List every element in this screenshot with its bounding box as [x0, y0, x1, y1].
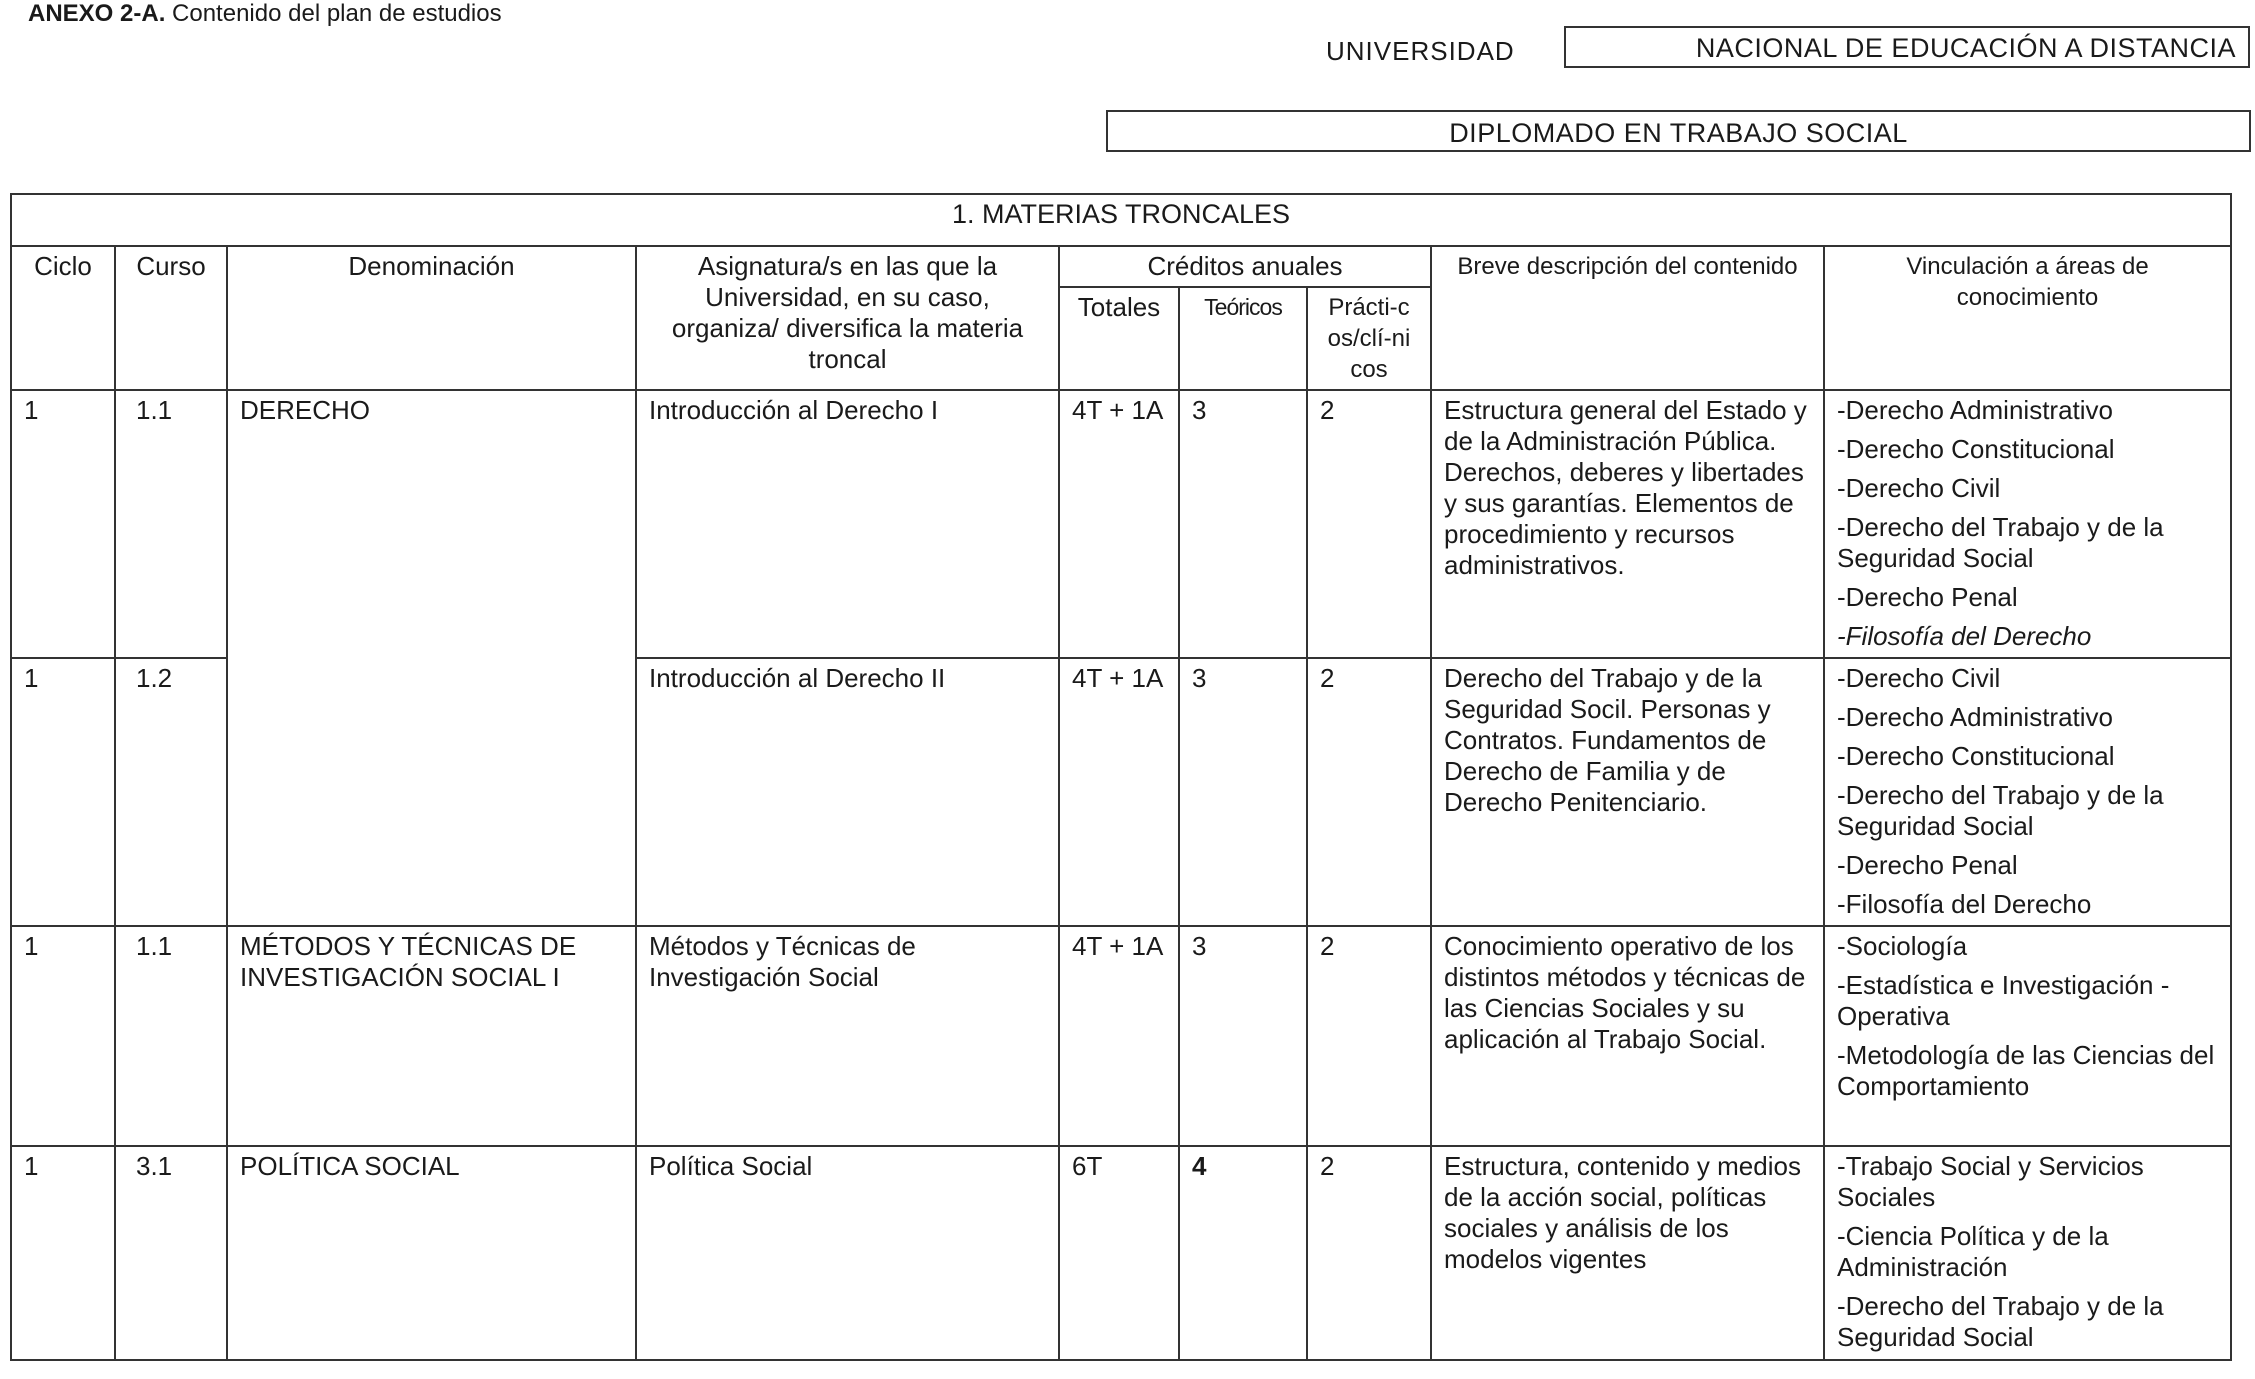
- area-item: -Derecho Constitucional: [1837, 741, 2115, 771]
- cell-ciclo: 1: [11, 658, 115, 926]
- area-item: -Derecho Civil: [1837, 473, 2001, 503]
- cell-totales: 4T + 1A: [1059, 390, 1179, 658]
- cell-practicos: 2: [1307, 390, 1431, 658]
- cell-teoricos: 3: [1179, 926, 1307, 1146]
- area-item: -Sociología: [1837, 931, 1968, 961]
- table-row: [11, 926, 2231, 1146]
- cell-descripcion: Estructura, contenido y medios de la acción social, políticas sociales y análisis de los modelos vigentes: [1431, 1146, 1824, 1360]
- area-item: -Derecho del Trabajo y de la Seguridad Social: [1837, 1291, 2164, 1352]
- cell-asignatura: Política Social: [636, 1146, 1059, 1360]
- degree-title-box: DIPLOMADO EN TRABAJO SOCIAL: [1106, 110, 2251, 152]
- annex-label: ANEXO 2-A.: [28, 0, 166, 27]
- cell-areas: [1824, 926, 2231, 1146]
- cell-curso: 1.1: [115, 926, 227, 1146]
- cell-descripcion: Derecho del Trabajo y de la Seguridad Socil. Personas y Contratos. Fundamentos de Derecho de Familia y de Derecho Penitenciario.: [1431, 658, 1824, 926]
- col-header-creditos: Créditos anuales: [1059, 246, 1431, 287]
- col-header-curso: Curso: [115, 246, 227, 390]
- area-item: -Derecho del Trabajo y de la Seguridad Social: [1837, 512, 2164, 573]
- section-header-row: [11, 194, 2231, 246]
- area-item: -Derecho Penal: [1837, 582, 2018, 612]
- cell-curso: 3.1: [115, 1146, 227, 1360]
- cell-totales: 4T + 1A: [1059, 926, 1179, 1146]
- col-header-vinculacion: Vinculación a áreas de conocimiento: [1824, 246, 2231, 390]
- cell-practicos: 2: [1307, 1146, 1431, 1360]
- table-row: [11, 390, 2231, 658]
- cell-denominacion: DERECHO: [227, 390, 636, 926]
- header-row: [11, 246, 2231, 287]
- cell-ciclo: 1: [11, 1146, 115, 1360]
- col-header-ciclo: Ciclo: [11, 246, 115, 390]
- area-item: -Derecho Civil: [1837, 663, 2001, 693]
- cell-asignatura: Métodos y Técnicas de Investigación Social: [636, 926, 1059, 1146]
- cell-curso: 1.1: [115, 390, 227, 658]
- cell-totales: 4T + 1A: [1059, 658, 1179, 926]
- cell-descripcion: Estructura general del Estado y de la Administración Pública. Derechos, deberes y libertades y sus garantías. Elementos de procedimiento y recursos administrativos.: [1431, 390, 1824, 658]
- cell-curso: 1.2: [115, 658, 227, 926]
- col-header-denominacion: Denominación: [227, 246, 636, 390]
- col-header-descripcion: Breve descripción del contenido: [1431, 246, 1824, 390]
- cell-totales: 6T: [1059, 1146, 1179, 1360]
- col-header-asignaturas: Asignatura/s en las que la Universidad, en su caso, organiza/ diversifica la materia troncal: [636, 246, 1059, 390]
- cell-denominacion: POLÍTICA SOCIAL: [227, 1146, 636, 1360]
- area-item: -Derecho Administrativo: [1837, 702, 2113, 732]
- col-header-practicos: Prácti-cos/clí-nicos: [1307, 287, 1431, 390]
- col-header-teoricos: Teóricos: [1179, 287, 1307, 390]
- area-item: -Derecho del Trabajo y de la Seguridad Social: [1837, 780, 2164, 841]
- university-name-box: NACIONAL DE EDUCACIÓN A DISTANCIA: [1564, 26, 2250, 68]
- area-item: -Derecho Constitucional: [1837, 434, 2115, 464]
- cell-practicos: 2: [1307, 926, 1431, 1146]
- col-header-totales: Totales: [1059, 287, 1179, 390]
- table-row: [11, 1146, 2231, 1360]
- area-item: -Filosofía del Derecho: [1837, 889, 2092, 919]
- cell-areas: [1824, 1146, 2231, 1360]
- cell-practicos: 2: [1307, 658, 1431, 926]
- university-label: UNIVERSIDAD: [1326, 36, 1515, 66]
- area-item: -Derecho Administrativo: [1837, 395, 2113, 425]
- area-item: -Ciencia Política y de la Administración: [1837, 1221, 2109, 1282]
- area-item: -Estadística e Investigación - Operativa: [1837, 970, 2170, 1031]
- cell-teoricos: 4: [1179, 1146, 1307, 1360]
- cell-areas: [1824, 390, 2231, 658]
- section-title: 1. MATERIAS TRONCALES: [11, 194, 2231, 246]
- area-item: -Trabajo Social y Servicios Sociales: [1837, 1151, 2144, 1212]
- area-item: -Derecho Penal: [1837, 850, 2018, 880]
- cell-teoricos: 3: [1179, 390, 1307, 658]
- cell-teoricos: 3: [1179, 658, 1307, 926]
- area-item: -Metodología de las Ciencias del Comportamiento: [1837, 1040, 2215, 1101]
- cell-asignatura: Introducción al Derecho I: [636, 390, 1059, 658]
- annex-title: Contenido del plan de estudios: [172, 0, 502, 27]
- cell-asignatura: Introducción al Derecho II: [636, 658, 1059, 926]
- materias-troncales-table: [10, 193, 2232, 1361]
- cell-descripcion: Conocimiento operativo de los distintos métodos y técnicas de las Ciencias Sociales y su aplicación al Trabajo Social.: [1431, 926, 1824, 1146]
- annex-heading: [28, 0, 502, 28]
- cell-ciclo: 1: [11, 390, 115, 658]
- cell-areas: [1824, 658, 2231, 926]
- area-item: -Filosofía del Derecho: [1837, 621, 2092, 651]
- cell-ciclo: 1: [11, 926, 115, 1146]
- cell-denominacion: MÉTODOS Y TÉCNICAS DE INVESTIGACIÓN SOCIAL I: [227, 926, 636, 1146]
